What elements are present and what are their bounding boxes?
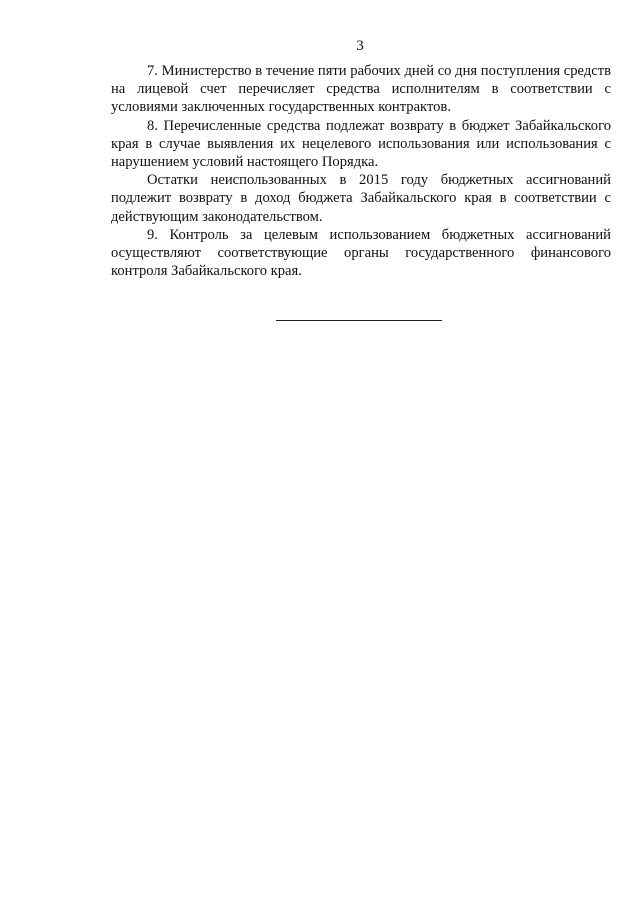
document-body	[111, 62, 611, 280]
paragraph-item-8: 8. Перечисленные средства подлежат возврату в бюджет Забайкальского края в случае выявления их нецелевого использования или использования с нарушением условий настоящего Порядка.	[111, 117, 611, 171]
paragraph-remaining-funds: Остатки неиспользованных в 2015 году бюджетных ассигнований подлежит возврату в доход бюджета Забайкальского края в соответствии с действующим законодательством.	[111, 172, 611, 225]
end-separator-line	[276, 320, 442, 321]
page-number: 3	[356, 38, 364, 54]
paragraph-item-9: 9. Контроль за целевым использованием бюджетных ассигнований осуществляют соответствующие органы государственного финансового контроля Забайкальского края.	[111, 226, 611, 280]
paragraph-item-7: 7. Министерство в течение пяти рабочих дней со дня поступления средств на лицевой счет перечисляет средства исполнителям в соответствии с условиями заключенных государственных контрактов.	[111, 63, 611, 116]
